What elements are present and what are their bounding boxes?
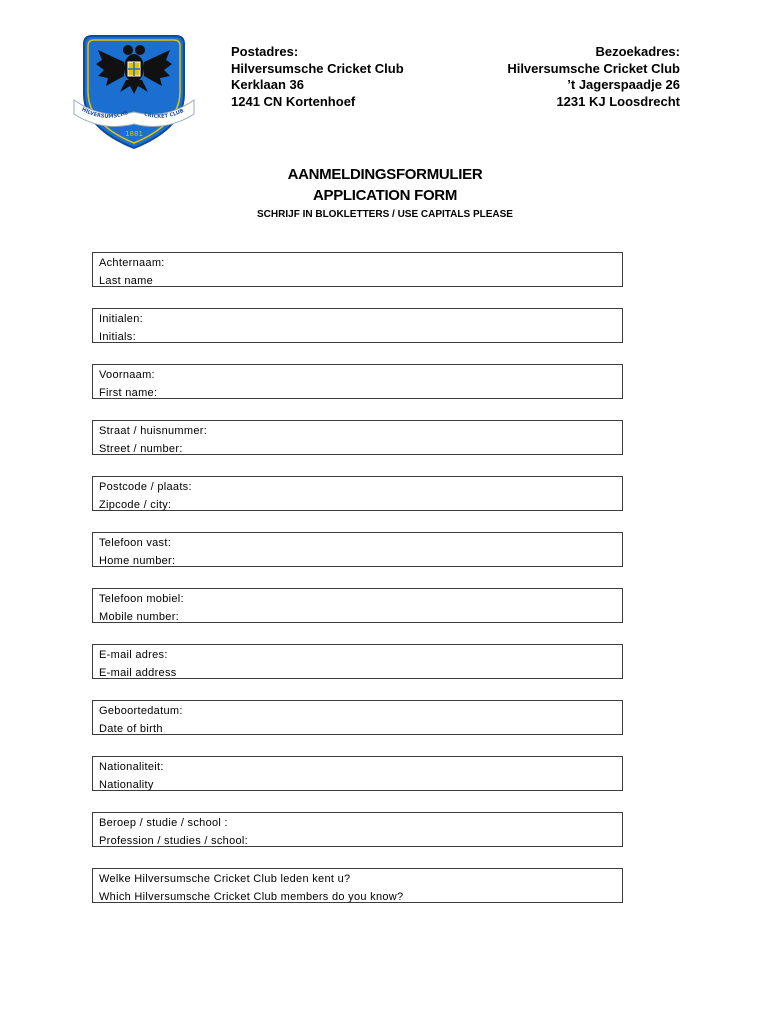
field-label-dutch: Telefoon vast:	[99, 537, 172, 549]
field-label-english: Initials:	[99, 331, 136, 343]
field-label-dutch: Initialen:	[99, 313, 143, 325]
form-title-dutch: AANMELDINGSFORMULIER	[287, 166, 483, 183]
field-profession-studies[interactable]	[92, 812, 623, 847]
field-label-english: Last name	[99, 275, 154, 287]
field-label-dutch: Telefoon mobiel:	[99, 593, 184, 605]
postal-address-name: Hilversumsche Cricket Club	[231, 60, 404, 76]
field-label-dutch: Geboortedatum:	[99, 705, 183, 717]
field-label-english: Profession / studies / school:	[99, 835, 249, 847]
field-label-english: First name:	[99, 387, 158, 399]
field-street-number[interactable]	[92, 420, 623, 455]
postal-address-street: Kerklaan 36	[231, 77, 304, 92]
field-label-dutch: Beroep / studie / school :	[99, 817, 228, 829]
field-label-dutch: E-mail adres:	[99, 649, 168, 661]
field-email-address[interactable]	[92, 644, 623, 679]
field-label-english: Zipcode / city:	[99, 499, 172, 511]
field-home-number[interactable]	[92, 532, 623, 567]
postal-address-city: 1241 CN Kortenhoef	[231, 93, 356, 109]
field-nationality[interactable]	[92, 756, 623, 791]
form-title-english: APPLICATION FORM	[312, 187, 458, 204]
field-label-english: Date of birth	[99, 723, 163, 735]
field-label-english: Home number:	[99, 555, 176, 567]
visiting-address-city: 1231 KJ Loosdrecht	[556, 93, 680, 109]
postal-address-heading: Postadres:	[231, 44, 299, 59]
field-zipcode-city[interactable]	[92, 476, 623, 511]
visiting-address	[507, 44, 680, 110]
logo-year: 1881	[125, 130, 143, 138]
field-label-dutch: Voornaam:	[99, 369, 155, 381]
field-mobile-number[interactable]	[92, 588, 623, 623]
field-known-members[interactable]	[92, 868, 623, 903]
field-label-english: Which Hilversumsche Cricket Club members do you know?	[99, 891, 404, 903]
form-instruction: SCHRIJF IN BLOKLETTERS / USE CAPITALS PLEASE	[257, 209, 513, 220]
visiting-address-street: ’t Jagerspaadje 26	[567, 77, 680, 92]
field-last-name[interactable]	[92, 252, 623, 287]
field-initials[interactable]	[92, 308, 623, 343]
field-label-english: E-mail address	[99, 667, 177, 679]
visiting-address-name: Hilversumsche Cricket Club	[507, 60, 680, 76]
field-label-english: Mobile number:	[99, 611, 180, 623]
club-logo	[72, 28, 196, 150]
field-label-dutch: Welke Hilversumsche Cricket Club leden kent u?	[99, 873, 351, 885]
field-first-name[interactable]	[92, 364, 623, 399]
visiting-address-heading: Bezoekadres:	[595, 44, 680, 59]
field-label-dutch: Nationaliteit:	[99, 761, 164, 773]
field-label-english: Street / number:	[99, 443, 183, 455]
field-label-dutch: Straat / huisnummer:	[99, 425, 208, 437]
logo-ring-text-right: CRICKET CLUB	[143, 107, 185, 120]
field-label-dutch: Achternaam:	[99, 257, 165, 269]
field-label-english: Nationality	[99, 779, 154, 791]
postal-address	[231, 44, 404, 110]
field-label-dutch: Postcode / plaats:	[99, 481, 192, 493]
field-date-of-birth[interactable]	[92, 700, 623, 735]
logo-ring-text-left: HILVERSUMSCHE	[80, 106, 130, 120]
